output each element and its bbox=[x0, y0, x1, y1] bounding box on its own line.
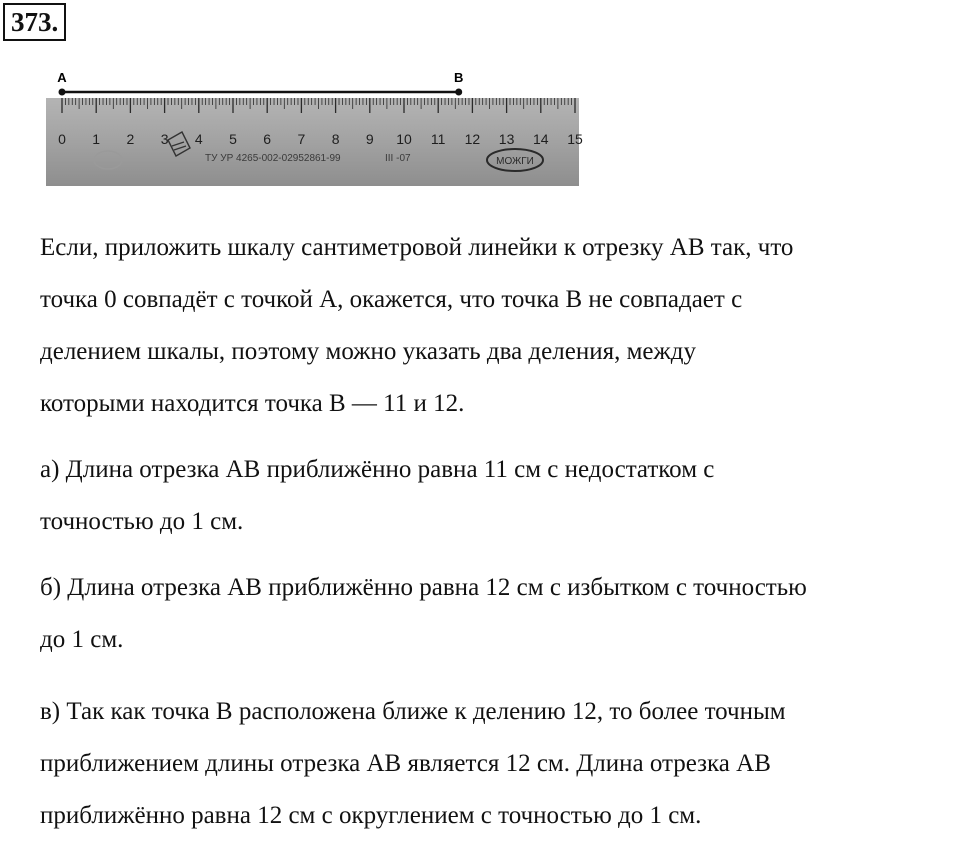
paragraph-intro-line: делением шкалы, поэтому можно указать два деления, между bbox=[40, 338, 696, 365]
ruler-number: 1 bbox=[92, 131, 101, 147]
paragraph-intro-line: которыми находится точка В — 11 и 12. bbox=[40, 390, 465, 417]
point-a-label: A bbox=[57, 70, 67, 85]
ruler-number: 9 bbox=[365, 131, 374, 147]
paragraph-b-line: до 1 см. bbox=[40, 626, 124, 653]
ruler-number: 6 bbox=[263, 131, 272, 147]
problem-number: 373. bbox=[3, 3, 66, 41]
paragraph-c-line: в) Так как точка В расположена ближе к делению 12, то более точным bbox=[40, 698, 786, 725]
ruler-number: 3 bbox=[160, 131, 169, 147]
paragraph-intro-line: точка 0 совпадёт с точкой А, окажется, что точка В не совпадает с bbox=[40, 286, 743, 313]
ruler-number: 5 bbox=[229, 131, 237, 147]
ruler-number: 8 bbox=[331, 131, 340, 147]
ruler-illustration bbox=[40, 66, 583, 188]
ruler-number: 0 bbox=[58, 131, 66, 147]
ruler-number: 10 bbox=[396, 131, 412, 147]
paragraph-c-line: приближённо равна 12 см с округлением с точностью до 1 см. bbox=[40, 802, 702, 829]
paragraph-c-line: приближением длины отрезка АВ является 12 см. Длина отрезка АВ bbox=[40, 750, 771, 777]
ruler-serial-text: III -07 bbox=[385, 153, 411, 164]
paragraph-a-line: точностью до 1 см. bbox=[40, 508, 244, 535]
ruler-figure bbox=[40, 66, 583, 188]
ruler-number: 12 bbox=[464, 131, 481, 147]
ruler-code-text: ТУ УР 4265-002-02952861-99 bbox=[205, 153, 341, 164]
ruler-number: 15 bbox=[567, 131, 583, 147]
paragraph-a-line: а) Длина отрезка АВ приближённо равна 11 см с недостатком с bbox=[40, 456, 715, 483]
ruler-number: 7 bbox=[297, 131, 306, 147]
ruler-number: 2 bbox=[126, 131, 135, 147]
ruler-number: 4 bbox=[194, 131, 203, 147]
point-a bbox=[59, 89, 66, 96]
ruler-brand-text: МОЖГИ bbox=[496, 156, 534, 167]
ruler-number: 13 bbox=[498, 131, 515, 147]
point-b bbox=[455, 89, 462, 96]
paragraph-intro-line: Если, приложить шкалу сантиметровой линейки к отрезку АВ так, что bbox=[40, 234, 794, 261]
point-b-label: B bbox=[454, 70, 464, 85]
ruler-number: 14 bbox=[533, 131, 549, 147]
paragraph-b-line: б) Длина отрезка АВ приближённо равна 12 см с избытком с точностью bbox=[40, 574, 807, 601]
ruler-number: 11 bbox=[430, 131, 446, 147]
